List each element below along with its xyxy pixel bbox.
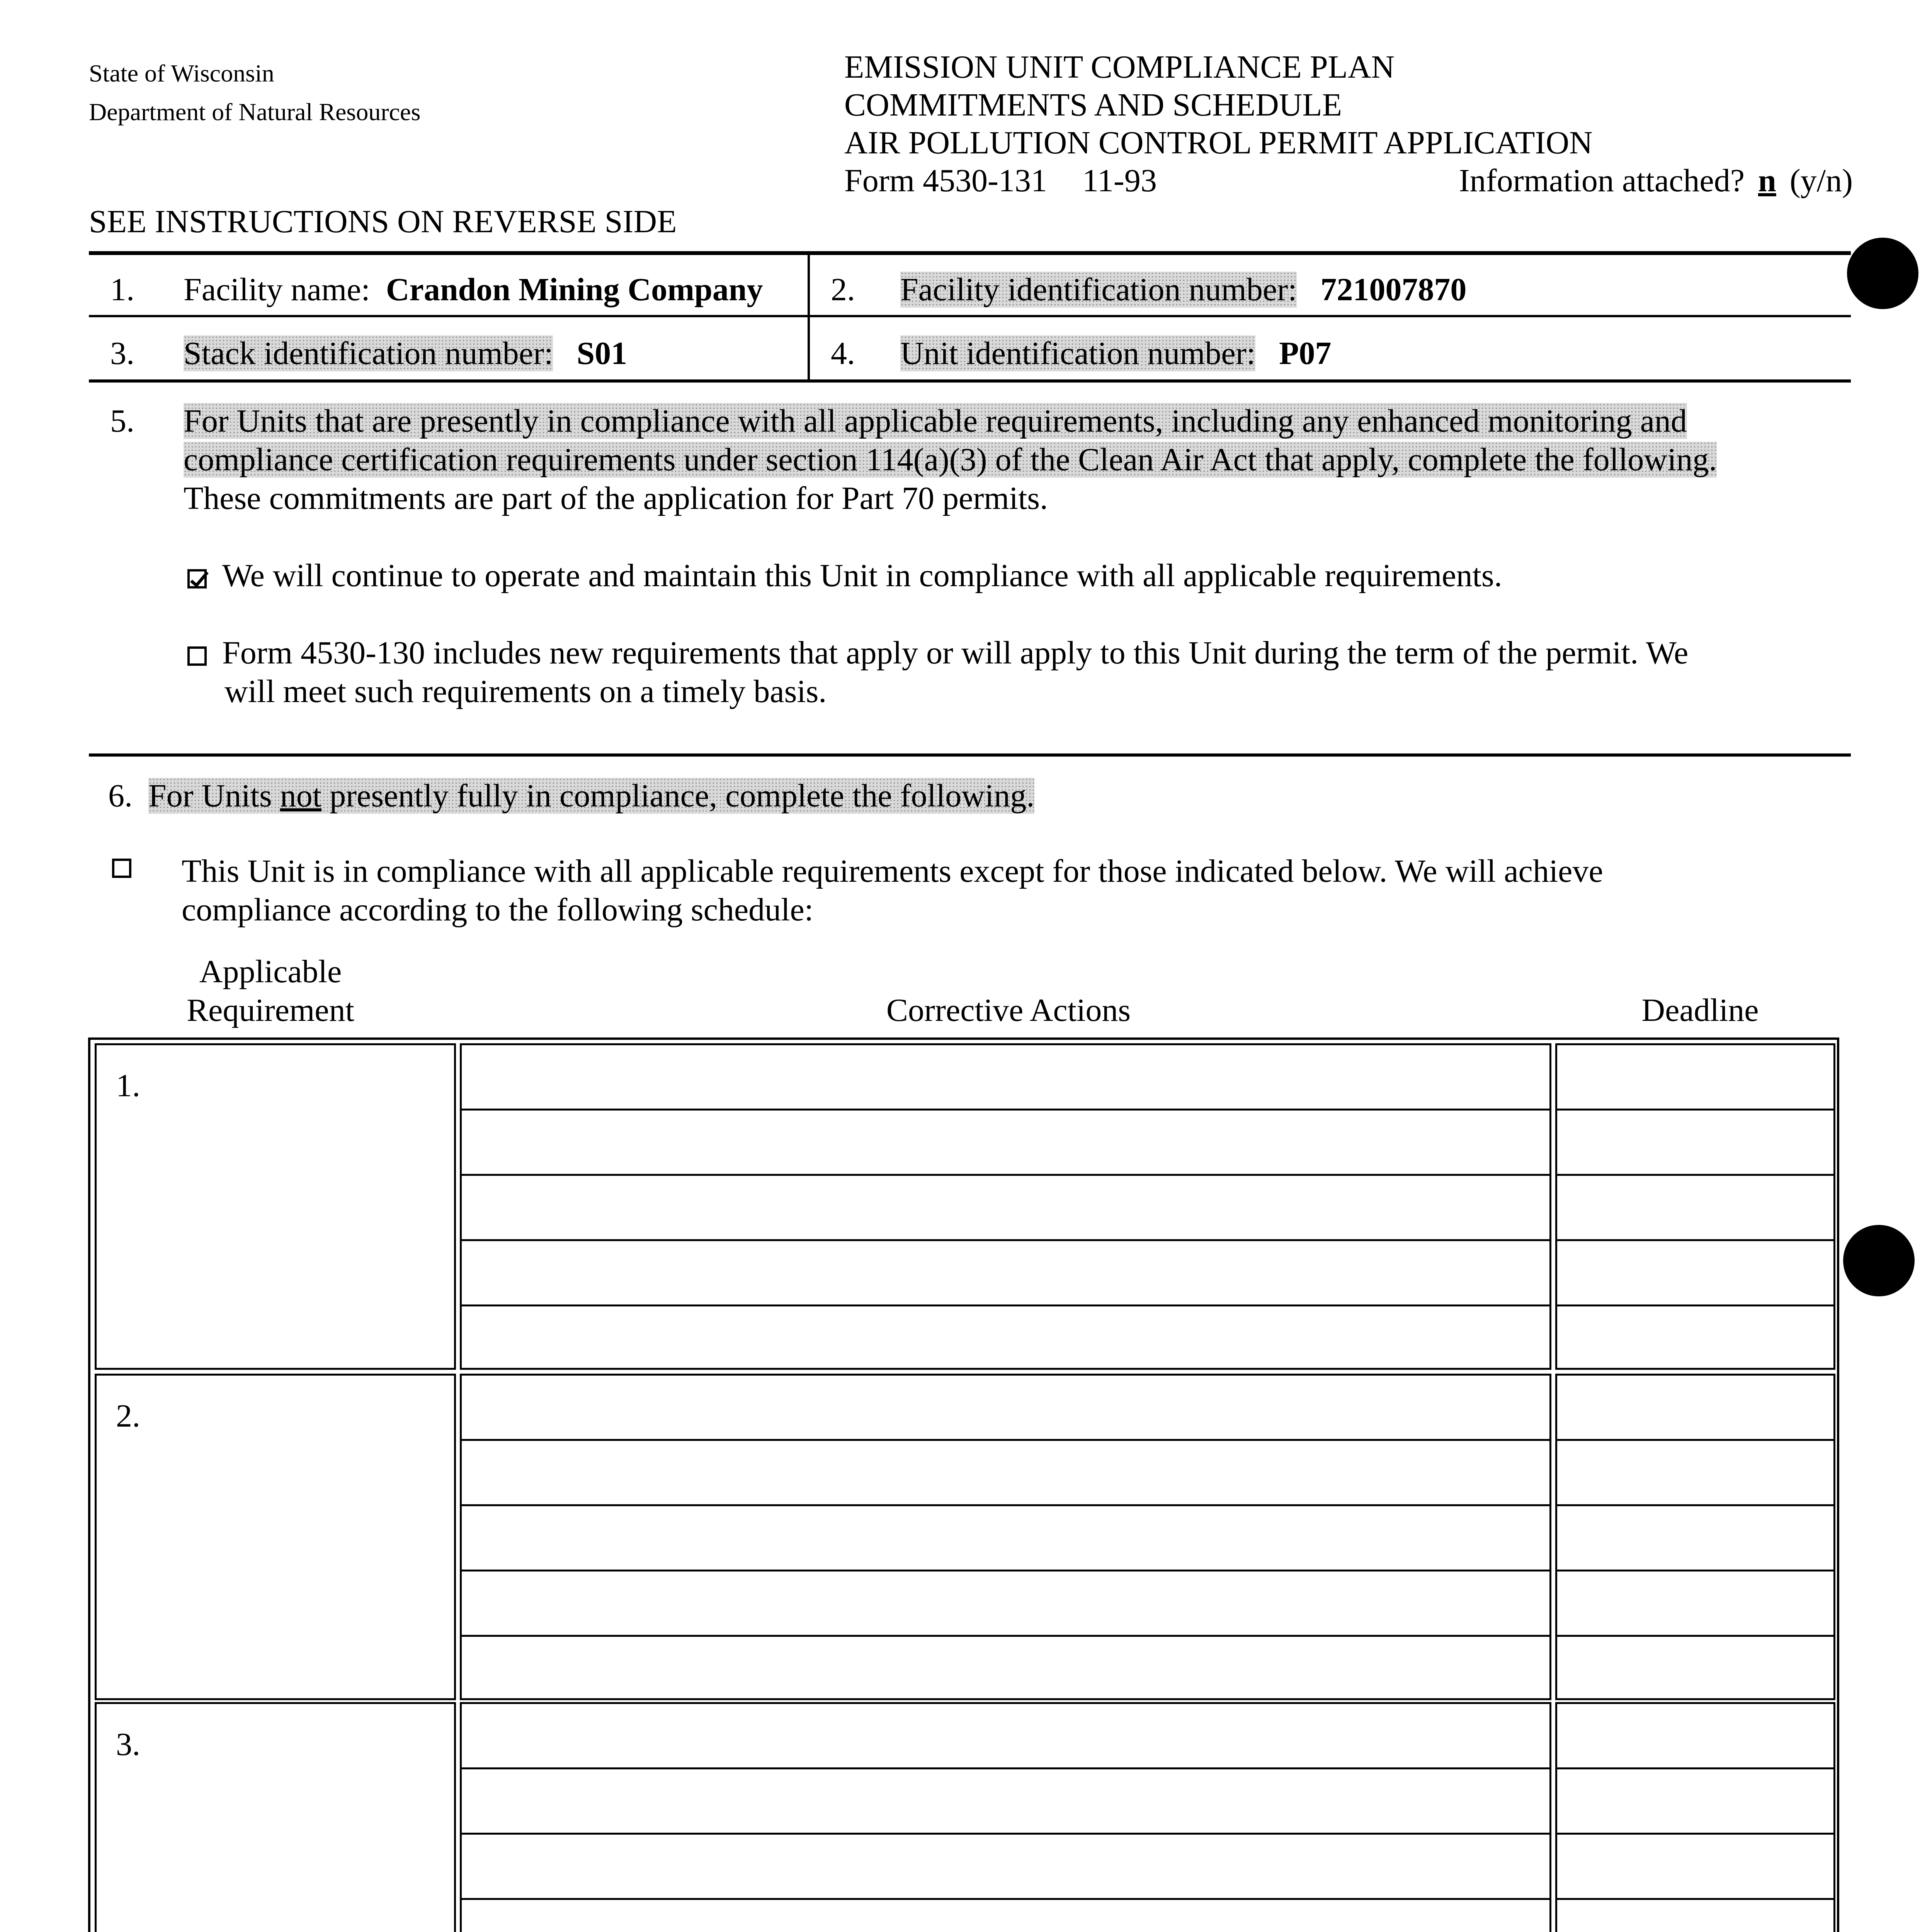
section6-statement	[182, 852, 1843, 929]
deadline-entry-line[interactable]	[1555, 1304, 1835, 1306]
section5-text	[184, 402, 1826, 518]
col-header-actions: Corrective Actions	[886, 992, 1131, 1028]
action-entry-line[interactable]	[460, 1570, 1551, 1571]
field-number: 3.	[110, 335, 134, 371]
actions-cell[interactable]	[460, 1043, 1551, 1370]
divider	[808, 251, 810, 383]
row-number: 1.	[116, 1068, 140, 1104]
section6-number: 6.	[108, 778, 133, 814]
agency-state: State of Wisconsin	[89, 60, 274, 87]
section5-option2	[187, 634, 1849, 711]
binder-hole-icon	[1843, 1225, 1915, 1296]
agency-block	[89, 54, 420, 131]
action-entry-line[interactable]	[460, 1504, 1551, 1506]
form-date: 11-93	[1082, 163, 1157, 199]
unit-id-label: Unit identification number:	[900, 335, 1256, 371]
col-header-requirement-line1: Applicable	[199, 954, 342, 990]
section5-line3: These commitments are part of the application for Part 70 permits.	[184, 480, 1048, 516]
checkbox-icon[interactable]	[187, 646, 207, 666]
deadline-cell[interactable]	[1555, 1702, 1835, 1932]
binder-hole-icon	[1847, 238, 1918, 309]
field-number: 1.	[110, 272, 134, 308]
form-title-line3: AIR POLLUTION CONTROL PERMIT APPLICATION	[844, 125, 1593, 161]
deadline-entry-line[interactable]	[1555, 1239, 1835, 1241]
form-title-line2: COMMITMENTS AND SCHEDULE	[844, 87, 1342, 123]
section6-heading-post: presently fully in compliance, complete the following.	[321, 778, 1035, 814]
requirement-cell[interactable]	[95, 1043, 456, 1370]
field-number: 4.	[831, 335, 855, 371]
divider	[89, 753, 1851, 757]
col-header-requirement-line2: Requirement	[187, 992, 354, 1028]
deadline-entry-line[interactable]	[1555, 1109, 1835, 1111]
deadline-entry-line[interactable]	[1555, 1635, 1835, 1637]
actions-cell[interactable]	[460, 1702, 1551, 1932]
section6-statement-line1: This Unit is in compliance with all applicable requirements except for those indicated below. We will achieve	[182, 853, 1603, 889]
action-entry-line[interactable]	[460, 1239, 1551, 1241]
facility-id-label: Facility identification number:	[900, 272, 1297, 308]
deadline-cell[interactable]	[1555, 1043, 1835, 1370]
info-attached-suffix: (y/n)	[1789, 163, 1853, 199]
action-entry-line[interactable]	[460, 1767, 1551, 1769]
section5-option2-line1: Form 4530-130 includes new requirements that apply or will apply to this Unit during the term of the permit. We	[222, 635, 1689, 671]
action-entry-line[interactable]	[460, 1898, 1551, 1900]
form-title-block	[844, 48, 1853, 200]
deadline-cell[interactable]	[1555, 1374, 1835, 1700]
unit-id-value[interactable]: P07	[1279, 335, 1332, 371]
action-entry-line[interactable]	[460, 1109, 1551, 1111]
action-entry-line[interactable]	[460, 1304, 1551, 1306]
section6-heading-text	[148, 778, 1034, 814]
facility-id-value[interactable]: 721007870	[1320, 272, 1467, 308]
action-entry-line[interactable]	[460, 1174, 1551, 1176]
deadline-entry-line[interactable]	[1555, 1174, 1835, 1176]
section5-option1	[187, 556, 1830, 595]
checkbox-icon[interactable]	[112, 859, 131, 878]
divider	[89, 379, 1851, 383]
section5-line2: compliance certification requirements under section 114(a)(3) of the Clean Air Act that apply, complete the following.	[184, 442, 1717, 478]
facility-id-field	[900, 270, 1466, 309]
section5-option2-line2: will meet such requirements on a timely basis.	[224, 673, 827, 709]
see-instructions: SEE INSTRUCTIONS ON REVERSE SIDE	[89, 204, 677, 240]
deadline-entry-line[interactable]	[1555, 1570, 1835, 1571]
facility-name-value[interactable]: Crandon Mining Company	[386, 272, 763, 308]
field-number: 2.	[831, 272, 855, 308]
info-attached	[1459, 162, 1853, 200]
deadline-entry-line[interactable]	[1555, 1439, 1835, 1441]
facility-name-label: Facility name:	[184, 272, 370, 308]
row-number: 2.	[116, 1398, 140, 1434]
unit-id-field	[900, 334, 1331, 373]
action-entry-line[interactable]	[460, 1439, 1551, 1441]
section5-number: 5.	[110, 403, 134, 439]
divider	[89, 315, 1851, 317]
col-header-requirement	[158, 952, 383, 1030]
form-title-line1: EMISSION UNIT COMPLIANCE PLAN	[844, 49, 1395, 85]
section6-statement-line2: compliance according to the following schedule:	[182, 892, 814, 928]
action-entry-line[interactable]	[460, 1833, 1551, 1835]
info-attached-value[interactable]: n	[1758, 163, 1776, 199]
section6-heading	[108, 777, 1034, 815]
section5-line1: For Units that are presently in compliance with all applicable requirements, including any enhanced monitoring and	[184, 403, 1687, 439]
section6-heading-pre: For Units	[148, 778, 280, 814]
stack-id-value[interactable]: S01	[577, 335, 628, 371]
stack-id-label: Stack identification number:	[184, 335, 553, 371]
requirement-cell[interactable]	[95, 1374, 456, 1700]
deadline-entry-line[interactable]	[1555, 1767, 1835, 1769]
divider	[89, 251, 1851, 255]
form-number-line	[844, 162, 1853, 200]
agency-department: Department of Natural Resources	[89, 98, 421, 126]
requirement-cell[interactable]	[95, 1702, 456, 1932]
action-entry-line[interactable]	[460, 1635, 1551, 1637]
actions-cell[interactable]	[460, 1374, 1551, 1700]
section5-option1-text: We will continue to operate and maintain this Unit in compliance with all applicable requirements.	[222, 558, 1502, 594]
form-number: Form 4530-131	[844, 163, 1047, 199]
stack-id-field	[184, 334, 627, 373]
info-attached-label: Information attached?	[1459, 163, 1745, 199]
col-header-deadline: Deadline	[1641, 992, 1759, 1028]
section6-heading-not: not	[280, 778, 322, 814]
checked-checkbox-icon[interactable]	[187, 569, 207, 588]
deadline-entry-line[interactable]	[1555, 1833, 1835, 1835]
facility-name-field	[184, 270, 763, 309]
row-number: 3.	[116, 1726, 140, 1762]
deadline-entry-line[interactable]	[1555, 1898, 1835, 1900]
deadline-entry-line[interactable]	[1555, 1504, 1835, 1506]
